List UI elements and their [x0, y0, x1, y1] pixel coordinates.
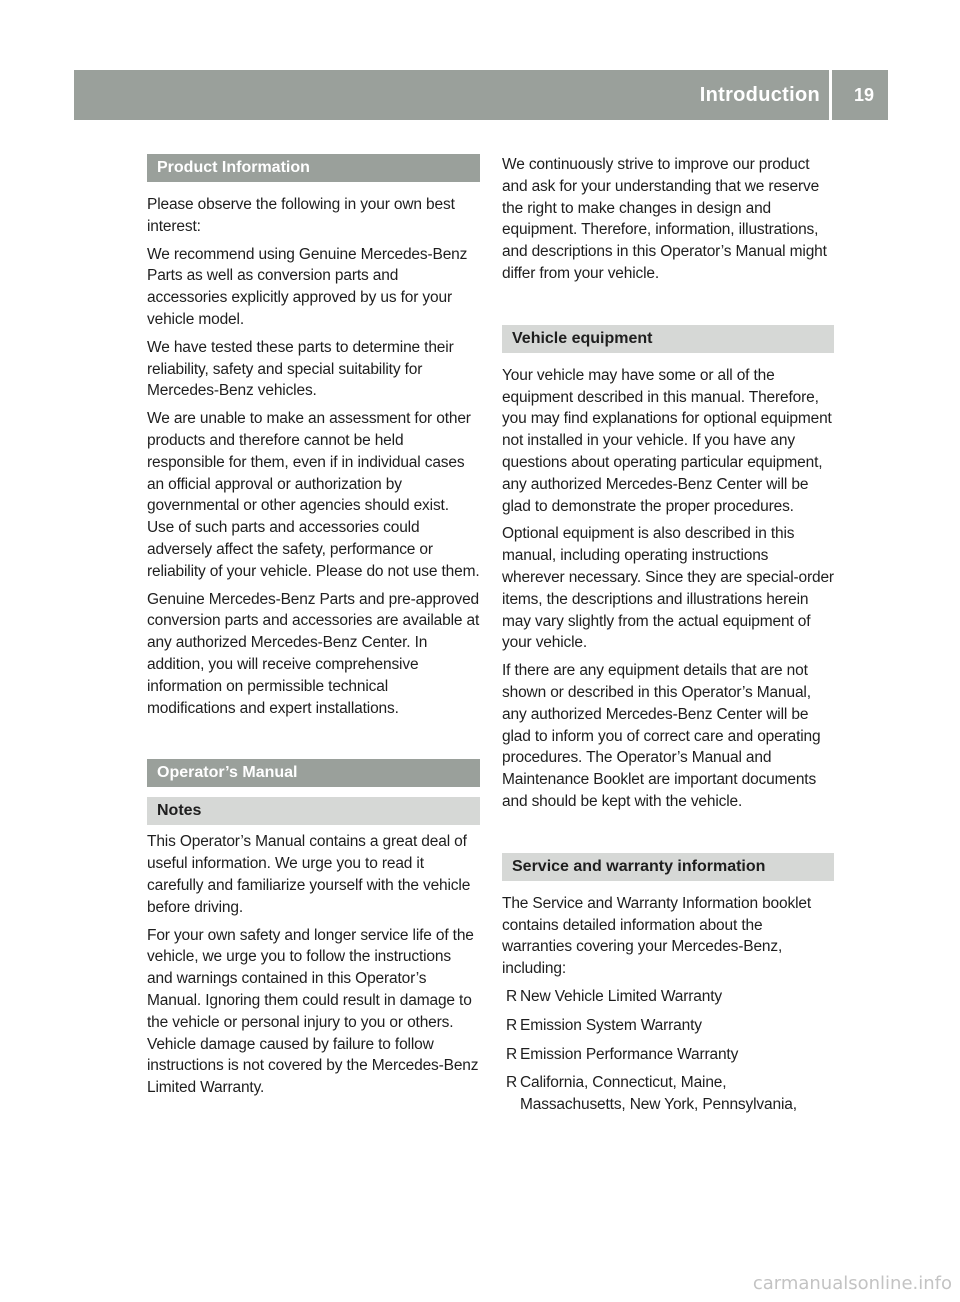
list-item: [502, 1072, 834, 1116]
heading-notes: Notes: [147, 797, 480, 825]
bullet-icon: R: [506, 987, 518, 1005]
watermark: carmanualsonline.info: [752, 1273, 952, 1294]
warranty-list: [502, 986, 834, 1116]
paragraph: We recommend using Genuine Mercedes-Benz Parts as well as conversion parts and accessories explicitly approved by us for your vehicle model.: [147, 245, 468, 328]
list-item: [502, 986, 834, 1008]
paragraph: We continuously strive to improve our product and ask for your understanding that we reserve the right to make changes in design and equipment. Therefore, information, illustrations, and descriptions in this Operator’s Manual might differ from your vehicle.: [502, 156, 827, 282]
bullet-icon: R: [506, 1074, 518, 1092]
bullet-icon: R: [506, 1016, 518, 1034]
list-item: [502, 1044, 834, 1066]
paragraph: Please observe the following in your own best interest:: [147, 196, 455, 235]
list-item-text: California, Connecticut, Maine, Massachusetts, New York, Pennsylvania,: [520, 1074, 797, 1114]
list-item: [502, 1015, 834, 1037]
left-column: [147, 154, 480, 1105]
heading-product-information: Product Information: [147, 154, 480, 182]
paragraph: Genuine Mercedes-Benz Parts and pre-approved conversion parts and accessories are available at any authorized Mercedes-Benz Center. In addition, you will receive comprehensive information on permissible technical modifications and expert installations.: [147, 590, 480, 717]
heading-operators-manual: Operator’s Manual: [147, 759, 480, 787]
list-item-text: Emission Performance Warranty: [520, 1045, 739, 1063]
paragraph: The Service and Warranty Information booklet contains detailed information about the warranties covering your Mercedes-Benz, including:: [502, 894, 812, 978]
list-item-text: New Vehicle Limited Warranty: [520, 987, 722, 1005]
header-divider: [829, 70, 832, 120]
page-number: 19: [853, 85, 874, 105]
paragraph: If there are any equipment details that are not shown or described in this Operator’s Manual, any authorized Mercedes-Benz Center will be glad to inform you of correct care and operating procedures. The Operator’s Manual and Maintenance Booklet are important documents and should be kept with the vehicle.: [502, 662, 821, 810]
paragraph: Your vehicle may have some or all of the equipment described in this manual. Therefore, you may find explanations for optional equipment not installed in your vehicle. If you have any questions about operating particular equipment, any authorized Mercedes-Benz Center will be glad to demonstrate the proper procedures.: [502, 366, 832, 515]
right-column: [502, 154, 834, 1123]
paragraph: We have tested these parts to determine their reliability, safety and special suitability for Mercedes-Benz vehicles.: [147, 338, 454, 400]
heading-vehicle-equipment: Vehicle equipment: [502, 325, 834, 353]
list-item-text: Emission System Warranty: [520, 1016, 702, 1034]
paragraph: This Operator’s Manual contains a great deal of useful information. We urge you to read it carefully and familiarize yourself with the vehicle before driving.: [147, 833, 471, 916]
heading-service-warranty: Service and warranty information: [502, 853, 834, 881]
paragraph: Optional equipment is also described in this manual, including operating instructions wherever necessary. Since they are special-order items, the descriptions and illustrations herein may vary slightly from the actual equipment of your vehicle.: [502, 525, 834, 652]
paragraph: We are unable to make an assessment for other products and therefore cannot be held responsible for them, even if in individual cases an official approval or authorization by governmental or other agencies should exist. Use of such parts and accessories could adversely affect the safety, performance or reliability of your vehicle. Please do not use them.: [147, 410, 480, 580]
section-title: Introduction: [699, 84, 820, 106]
bullet-icon: R: [506, 1045, 518, 1063]
page-header: [74, 70, 888, 120]
paragraph: For your own safety and longer service life of the vehicle, we urge you to follow the instructions and warnings contained in this Operator’s Manual. Ignoring them could result in damage to the vehicle or personal injury to you or others. Vehicle damage caused by failure to follow instructions is not covered by the Mercedes-Benz Limited Warranty.: [147, 926, 479, 1097]
